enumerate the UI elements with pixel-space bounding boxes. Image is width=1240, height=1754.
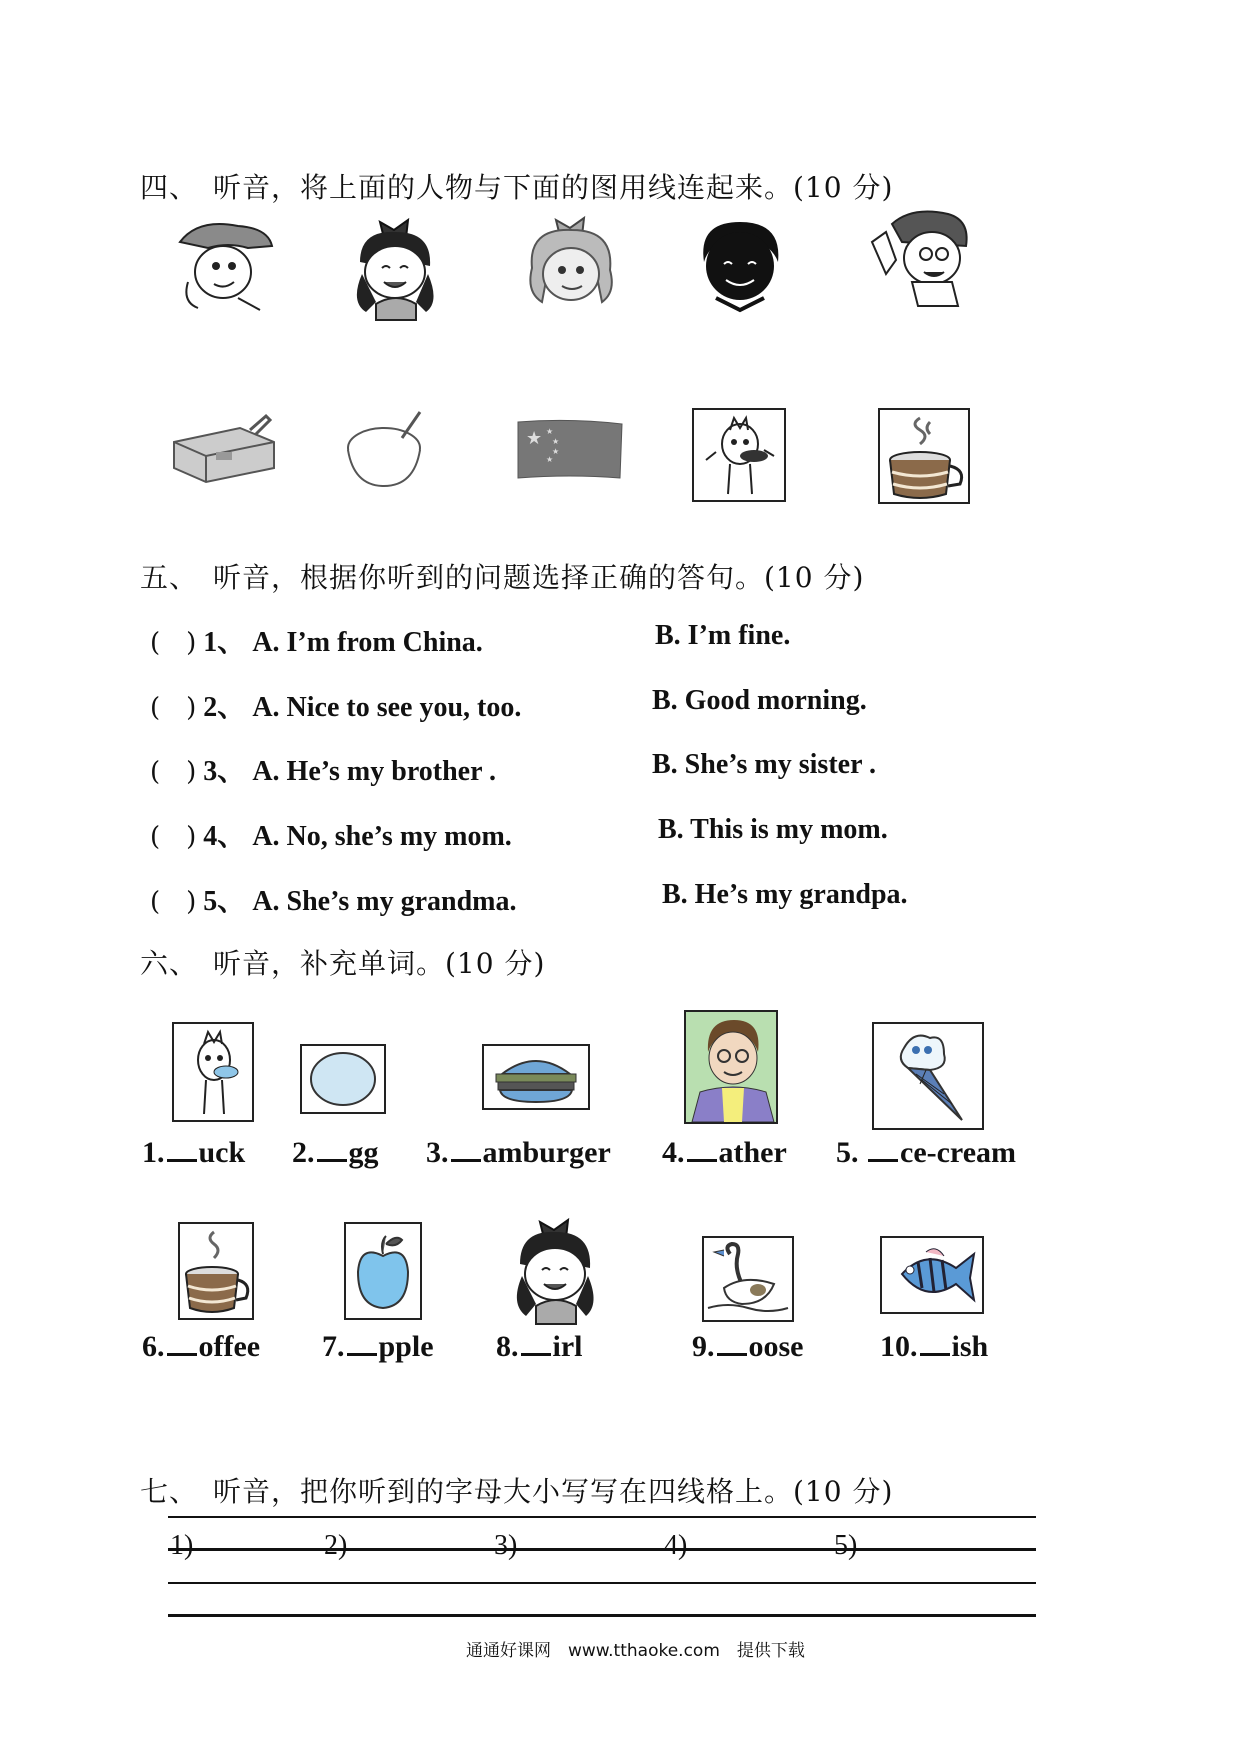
fill-word-7	[322, 1330, 434, 1364]
fill-word-2	[292, 1136, 379, 1170]
question-row	[150, 620, 483, 660]
word-number: 4.	[662, 1136, 685, 1169]
grid-label: 2)	[324, 1530, 348, 1561]
father-picture-box	[684, 1010, 778, 1124]
girl-with-bow-icon	[340, 212, 450, 322]
question-row	[150, 685, 521, 725]
hamburger-picture-box	[482, 1044, 590, 1110]
fill-word-5	[836, 1136, 1016, 1170]
option-a: A. He’s my brother .	[252, 756, 496, 787]
coffee-cup-icon	[880, 410, 968, 502]
word-number: 2.	[292, 1136, 315, 1169]
word-rest: gg	[348, 1136, 379, 1169]
father-icon	[686, 1012, 776, 1122]
word-rest: ce-cream	[900, 1136, 1017, 1169]
option-a: A. Nice to see you, too.	[252, 692, 522, 723]
word-rest: oose	[748, 1330, 804, 1363]
grid-line	[168, 1614, 1036, 1617]
option-b: B. I’m fine.	[655, 620, 791, 651]
fish-icon	[882, 1238, 982, 1312]
letter-blank[interactable]	[451, 1137, 481, 1162]
word-number: 6.	[142, 1330, 165, 1363]
boy-icon	[690, 214, 790, 314]
word-number: 3.	[426, 1136, 449, 1169]
svg-text:★: ★	[552, 437, 560, 446]
coffee-picture-box	[878, 408, 970, 504]
question-number: 3、	[203, 756, 246, 787]
answer-parenthesis[interactable]: ( )	[150, 822, 197, 852]
option-b: B. This is my mom.	[658, 814, 888, 845]
letter-blank[interactable]	[167, 1137, 197, 1162]
question-number: 1、	[203, 627, 246, 658]
girl-with-bow-icon	[498, 1212, 614, 1328]
letter-blank[interactable]	[521, 1331, 551, 1356]
duck-icon	[174, 1024, 252, 1120]
fill-word-6	[142, 1330, 260, 1364]
svg-text:★: ★	[546, 427, 554, 436]
option-b: B. He’s my grandpa.	[662, 879, 908, 910]
egg-icon	[302, 1046, 384, 1112]
duck-picture-box	[172, 1022, 254, 1122]
goose-icon	[704, 1238, 792, 1320]
goose-picture-box	[702, 1236, 794, 1322]
question-row	[150, 879, 517, 919]
svg-text:★: ★	[552, 447, 560, 456]
question-row	[150, 749, 496, 789]
letter-blank[interactable]	[717, 1331, 747, 1356]
word-number: 1.	[142, 1136, 165, 1169]
answer-parenthesis[interactable]: ( )	[150, 628, 197, 658]
svg-text:★: ★	[526, 428, 543, 449]
word-rest: offee	[198, 1330, 261, 1363]
letter-blank[interactable]	[347, 1331, 377, 1356]
word-number: 8.	[496, 1330, 519, 1363]
word-rest: irl	[552, 1330, 583, 1363]
question-row	[150, 814, 512, 854]
grid-label: 3)	[494, 1530, 518, 1561]
option-a: A. No, she’s my mom.	[252, 821, 512, 852]
coffee-cup-icon	[180, 1224, 252, 1318]
duck-icon	[694, 410, 784, 500]
fill-word-8	[496, 1330, 583, 1364]
word-number: 5.	[836, 1136, 866, 1169]
fill-word-3	[426, 1136, 611, 1170]
word-rest: ather	[718, 1136, 787, 1169]
section-4-title: 四、 听音，将上面的人物与下面的图用线连起来。(10 分)	[140, 171, 894, 204]
option-b: B. She’s my sister .	[652, 749, 876, 780]
word-number: 7.	[322, 1330, 345, 1363]
letter-blank[interactable]	[687, 1137, 717, 1162]
grid-line	[168, 1548, 1036, 1551]
answer-parenthesis[interactable]: ( )	[150, 757, 197, 787]
fill-word-4	[662, 1136, 787, 1170]
grid-label: 4)	[664, 1530, 688, 1561]
svg-text:★: ★	[546, 455, 554, 464]
ice-cream-picture-box	[872, 1022, 984, 1130]
fill-word-10	[880, 1330, 988, 1364]
option-b: B. Good morning.	[652, 685, 867, 716]
question-number: 2、	[203, 692, 246, 723]
question-number: 5、	[203, 886, 246, 917]
man-with-hat-icon	[168, 212, 278, 312]
curly-hair-girl-icon	[516, 212, 626, 312]
apple-picture-box	[344, 1222, 422, 1320]
option-a: A. I’m from China.	[252, 627, 483, 658]
letter-blank[interactable]	[868, 1137, 898, 1162]
word-rest: pple	[378, 1330, 434, 1363]
answer-parenthesis[interactable]: ( )	[150, 887, 197, 917]
suitcase-icon	[170, 412, 282, 486]
word-number: 10.	[880, 1330, 918, 1363]
question-number: 4、	[203, 821, 246, 852]
hamburger-icon	[484, 1046, 588, 1108]
option-a: A. She’s my grandma.	[252, 886, 517, 917]
word-rest: amburger	[482, 1136, 611, 1169]
grid-label: 1)	[170, 1530, 194, 1561]
fill-word-1	[142, 1136, 245, 1170]
letter-blank[interactable]	[920, 1331, 950, 1356]
answer-parenthesis[interactable]: ( )	[150, 693, 197, 723]
china-flag-icon	[516, 418, 624, 482]
ice-cream-icon	[874, 1024, 982, 1128]
grid-label: 5)	[834, 1530, 858, 1561]
section-7-title: 七、 听音，把你听到的字母大小写写在四线格上。(10 分)	[140, 1475, 894, 1508]
coffee-picture-box	[178, 1222, 254, 1320]
letter-blank[interactable]	[167, 1331, 197, 1356]
fill-word-9	[692, 1330, 804, 1364]
fish-picture-box	[880, 1236, 984, 1314]
section-5-title: 五、 听音，根据你听到的问题选择正确的答句。(10 分)	[140, 561, 865, 594]
word-rest: ish	[951, 1330, 989, 1363]
word-rest: uck	[198, 1136, 246, 1169]
egg-picture-box	[300, 1044, 386, 1114]
apple-icon	[346, 1224, 420, 1318]
footer-credit: 通通好课网 www.tthaoke.com 提供下载	[466, 1641, 805, 1661]
waving-boy-icon	[862, 202, 976, 312]
section-6-title: 六、 听音，补充单词。(10 分)	[140, 947, 546, 980]
grid-line	[168, 1516, 1036, 1518]
grid-line	[168, 1582, 1036, 1584]
rice-bowl-icon	[344, 408, 430, 490]
duck-picture-box	[692, 408, 786, 502]
letter-blank[interactable]	[317, 1137, 347, 1162]
word-number: 9.	[692, 1330, 715, 1363]
